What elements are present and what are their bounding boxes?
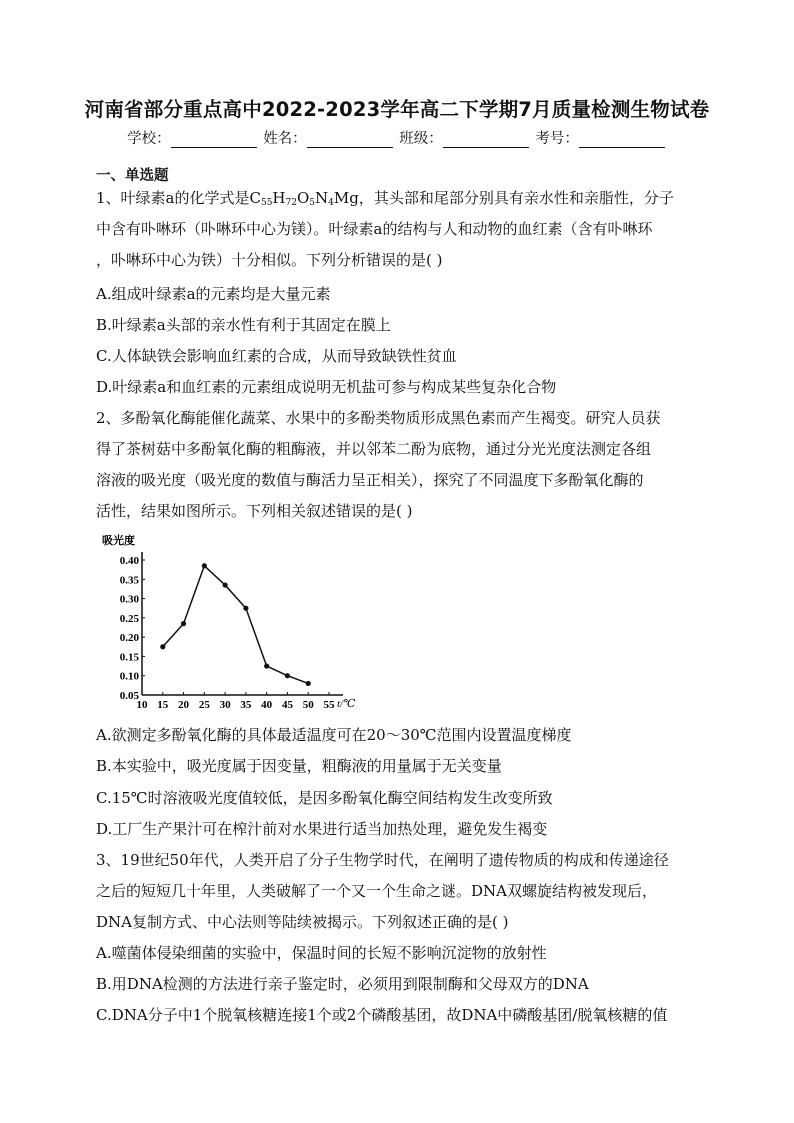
- data-point: [306, 681, 311, 686]
- q2-stem-line-1: 2、多酚氧化酶能催化蔬菜、水果中的多酚类物质形成黑色素而产生褐变。研究人员获: [96, 409, 661, 427]
- school-blank[interactable]: [171, 133, 257, 148]
- y-tick-label: 0.30: [119, 593, 139, 606]
- school-label: 学校：: [127, 131, 171, 147]
- q2-stem-line-3: 溶液的吸光度（吸光度的数值与酶活力呈正相关），探究了不同温度下多酚氧化酶的: [96, 471, 644, 489]
- y-tick-label: 0.10: [119, 670, 139, 683]
- chart-xlabel: t/℃: [337, 698, 356, 710]
- data-point: [181, 621, 186, 626]
- q2-stem-line-4: 活性，结果如图所示。下列相关叙述错误的是( ): [96, 502, 413, 520]
- exam-number-blank[interactable]: [579, 133, 665, 148]
- data-point: [264, 663, 269, 668]
- formula-sub-o: 5: [309, 198, 316, 208]
- x-tick-label: 50: [302, 699, 314, 711]
- q1-stem-line-2: 中含有卟啉环（卟啉环中心为镁）。叶绿素a的结构与人和动物的血红素（含有卟啉环: [96, 220, 653, 238]
- q3-stem-line-3: DNA复制方式、中心法则等陆续被揭示。下列叙述正确的是( ): [96, 913, 509, 931]
- data-point: [160, 644, 165, 649]
- formula-sub-h: 72: [285, 198, 297, 208]
- name-label: 姓名：: [263, 131, 307, 147]
- q2-option-b[interactable]: B.本实验中，吸光度属于因变量，粗酶液的用量属于无关变量: [96, 757, 502, 775]
- q1-text-post: ，其头部和尾部分别具有亲水性和亲脂性，分子: [358, 189, 674, 207]
- q1-text-pre: 1、叶绿素a的化学式是C: [96, 189, 261, 207]
- q2-option-c[interactable]: C.15℃时溶液吸光度值较低，是因多酚氧化酶空间结构发生改变所致: [96, 789, 553, 807]
- y-tick-label: 0.15: [119, 651, 139, 664]
- absorbance-temperature-chart: [96, 528, 366, 713]
- class-blank[interactable]: [443, 133, 529, 148]
- q3-option-b[interactable]: B.用DNA检测的方法进行亲子鉴定时，必须用到限制酶和父母双方的DNA: [96, 975, 589, 993]
- q1-stem-line-3: ，卟啉环中心为铁）十分相似。下列分析错误的是( ): [96, 251, 443, 269]
- y-tick-label: 0.05: [119, 690, 139, 702]
- q2-stem-line-2: 得了茶树菇中多酚氧化酶的粗酶液，并以邻苯二酚为底物，通过分光光度法测定各组: [96, 440, 652, 458]
- data-point: [285, 673, 290, 678]
- y-tick-label: 0.40: [119, 555, 139, 567]
- data-points: [160, 563, 311, 686]
- chart-ylabel: 吸光度: [102, 535, 135, 547]
- x-tick-label: 35: [240, 699, 252, 711]
- x-tick-label: 55: [323, 699, 335, 711]
- name-blank[interactable]: [307, 133, 393, 148]
- y-tick-label: 0.35: [119, 574, 139, 587]
- y-axis-ticks: [120, 555, 145, 702]
- y-tick-label: 0.20: [119, 632, 139, 645]
- data-point: [243, 606, 248, 611]
- class-label: 班级：: [399, 131, 443, 147]
- exam-title: 河南省部分重点高中2022-2023学年高二下学期7月质量检测生物试卷: [84, 98, 710, 121]
- x-tick-label: 25: [198, 699, 210, 711]
- data-point: [223, 582, 228, 587]
- formula-o: O: [296, 189, 310, 207]
- x-tick-label: 40: [261, 699, 273, 711]
- formula-sub-c: 55: [260, 198, 273, 208]
- y-tick-label: 0.25: [119, 612, 139, 625]
- data-point: [202, 563, 207, 568]
- q3-stem-line-1: 3、19世纪50年代，人类开启了分子生物学时代，在阐明了遗传物质的构成和传递途径: [96, 851, 669, 869]
- q1-stem-line-1: [96, 187, 674, 208]
- q3-option-a[interactable]: A.噬菌体侵染细菌的实验中，保温时间的长短不影响沉淀物的放射性: [96, 944, 547, 962]
- q3-option-c[interactable]: C.DNA分子中1个脱氧核糖连接1个或2个磷酸基团，故DNA中磷酸基团/脱氧核糖的值: [96, 1006, 668, 1024]
- exam-number-label: 考号：: [535, 131, 579, 147]
- x-tick-label: 10: [136, 699, 148, 711]
- student-info-line: [0, 127, 794, 148]
- formula-sub-n: 4: [328, 198, 334, 208]
- q1-option-a[interactable]: A.组成叶绿素a的元素均是大量元素: [96, 285, 331, 303]
- q3-stem-line-2: 之后的短短几十年里，人类破解了一个又一个生命之谜。DNA双螺旋结构被发现后，: [96, 882, 657, 900]
- formula-mg: Mg: [333, 189, 359, 207]
- formula-n: N: [315, 189, 329, 207]
- q2-option-a[interactable]: A.欲测定多酚氧化酶的具体最适温度可在20～30℃范围内设置温度梯度: [96, 726, 572, 744]
- q1-option-c[interactable]: C.人体缺铁会影响血红素的合成，从而导致缺铁性贫血: [96, 347, 457, 365]
- q1-option-d[interactable]: D.叶绿素a和血红素的元素组成说明无机盐可参与构成某些复杂化合物: [96, 378, 557, 396]
- x-tick-label: 30: [219, 699, 231, 711]
- section-heading: 一、单选题: [96, 168, 169, 184]
- x-tick-label: 45: [281, 699, 293, 711]
- q2-option-d[interactable]: D.工厂生产果汁可在榨汁前对水果进行适当加热处理，避免发生褐变: [96, 820, 548, 838]
- formula-h: H: [272, 189, 286, 207]
- q1-option-b[interactable]: B.叶绿素a头部的亲水性有利于其固定在膜上: [96, 316, 391, 334]
- x-tick-label: 20: [178, 699, 190, 711]
- x-tick-label: 15: [157, 699, 169, 711]
